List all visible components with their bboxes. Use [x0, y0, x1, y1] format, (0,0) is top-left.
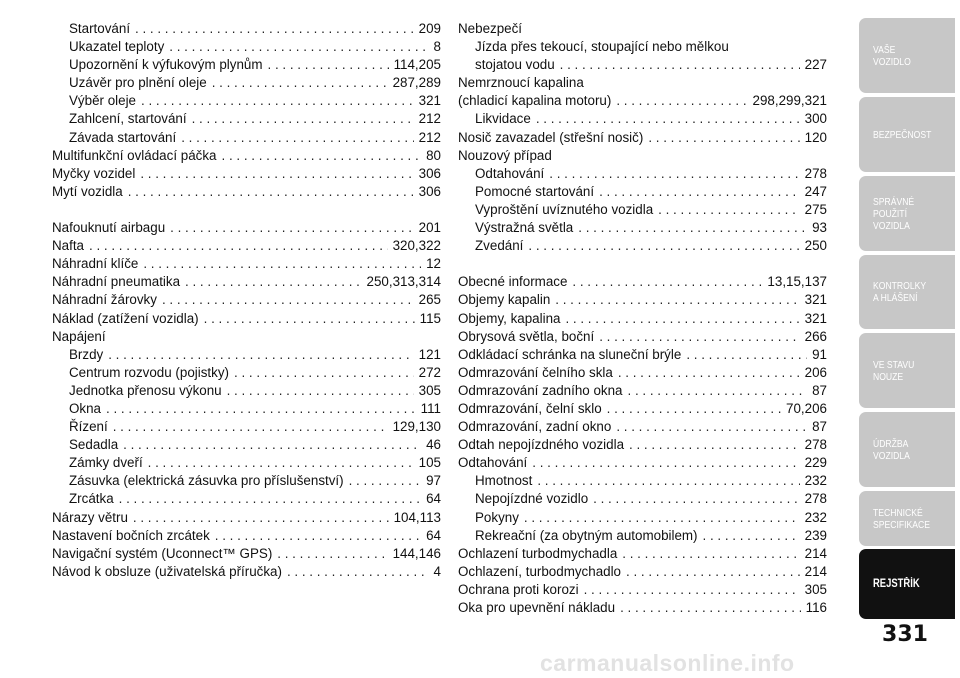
- page-reference: 305: [418, 382, 441, 398]
- dot-leader: [616, 92, 747, 110]
- page-reference: 4: [433, 563, 441, 579]
- chapter-tab[interactable]: [859, 412, 955, 487]
- dot-leader: [584, 581, 800, 599]
- dot-leader: [593, 490, 800, 508]
- index-subentry: [52, 56, 441, 74]
- entry-label: Nebezpečí: [458, 21, 523, 36]
- entry-label: Hmotnost: [475, 473, 533, 489]
- entry-label: Nouzový případ: [458, 147, 552, 163]
- page-reference: 229: [804, 455, 827, 471]
- index-entry: [52, 527, 441, 545]
- index-entry: [52, 165, 441, 183]
- index-entry: [458, 92, 827, 110]
- entry-label: Odmrazování, čelní sklo: [458, 400, 602, 416]
- entry-label: Myčky vozidel: [52, 165, 136, 181]
- index-entry: [458, 346, 827, 364]
- page-reference: 320,322: [392, 238, 441, 254]
- entry-label: Uzávěr pro plnění oleje: [69, 75, 207, 91]
- dot-leader: [212, 74, 388, 92]
- index-entry: [458, 328, 827, 346]
- entry-label: Ochlazení turbodmychadla: [458, 545, 618, 561]
- page-reference: 64: [426, 491, 441, 507]
- entry-label: Nepojízdné vozidlo: [475, 491, 589, 507]
- index-subentry: [52, 490, 441, 508]
- entry-label: Likvidace: [475, 111, 531, 127]
- page-reference: 214: [804, 563, 827, 579]
- entry-label: Zásuvka (elektrická zásuvka pro příslušenství): [69, 473, 344, 489]
- index-entry: [52, 545, 441, 563]
- page-reference: 250,313,314: [366, 274, 441, 290]
- dot-leader: [170, 219, 414, 237]
- entry-label: Vyproštění uvíznutého vozidla: [475, 201, 654, 217]
- page-reference: 305: [804, 581, 827, 597]
- entry-label: Zahlcení, startování: [69, 111, 187, 127]
- entry-label: Nafouknutí airbagu: [52, 220, 166, 236]
- page-reference: 64: [426, 527, 441, 543]
- page-reference: 87: [812, 419, 827, 435]
- dot-leader: [703, 527, 800, 545]
- page-reference: 104,113: [393, 509, 441, 525]
- index-entry: [458, 400, 827, 418]
- dot-leader: [204, 310, 415, 328]
- page-reference: 87: [812, 382, 827, 398]
- index-subentry: [52, 472, 441, 490]
- page-reference: 306: [418, 165, 441, 181]
- page-reference: 105: [418, 455, 441, 471]
- entry-label: stojatou vodu: [475, 57, 555, 73]
- entry-label: Návod k obsluze (uživatelská příručka): [52, 563, 282, 579]
- chapter-tab-label: VOZIDLO: [873, 55, 911, 68]
- dot-leader: [192, 110, 414, 128]
- index-subentry: [458, 237, 827, 255]
- page-reference: 232: [804, 473, 827, 489]
- dot-leader: [113, 418, 388, 436]
- entry-label: Brzdy: [69, 346, 104, 362]
- entry-label: Objemy, kapalina: [458, 310, 561, 326]
- index-entry: [458, 310, 827, 328]
- index-entry: [458, 20, 827, 38]
- page-reference: 116: [805, 600, 827, 615]
- dot-leader: [143, 255, 421, 273]
- page-reference: 206: [804, 364, 827, 380]
- chapter-tab-label: VE STAVU: [873, 358, 915, 371]
- entry-label: Odkládací schránka na sluneční brýle: [458, 346, 682, 362]
- chapter-tab-label: SPECIFIKACE: [873, 518, 930, 531]
- dot-leader: [572, 273, 762, 291]
- page-reference: 97: [426, 473, 441, 489]
- page-reference: 129,130: [392, 419, 441, 435]
- page-reference: 306: [418, 183, 441, 199]
- entry-label: Nárazy větru: [52, 509, 128, 525]
- watermark-text: carmanualsonline.info: [540, 650, 795, 676]
- entry-label: Navigační systém (Uconnect™ GPS): [52, 545, 273, 561]
- page-number: 331: [882, 622, 928, 647]
- chapter-tab-label: VOZIDLA: [873, 449, 910, 462]
- dot-leader: [277, 545, 387, 563]
- page-reference: 201: [418, 220, 441, 236]
- dot-leader: [133, 509, 389, 527]
- page-reference: 287,289: [392, 75, 441, 91]
- chapter-tab[interactable]: [859, 333, 955, 408]
- page-reference: 212: [418, 111, 441, 127]
- dot-leader: [618, 364, 800, 382]
- entry-label: Jízda přes tekoucí, stoupající nebo mělkou: [475, 39, 729, 55]
- index-entry: [458, 545, 827, 563]
- index-entry: [52, 328, 441, 346]
- dot-leader: [599, 328, 799, 346]
- index-subentry: [458, 38, 827, 56]
- entry-label: Oka pro upevnění nákladu: [458, 600, 616, 615]
- index-subentry: [52, 382, 441, 400]
- dot-leader: [169, 38, 428, 56]
- dot-leader: [287, 563, 429, 581]
- entry-label: Odmrazování čelního skla: [458, 364, 613, 380]
- entry-label: Ochlazení, turbodmychadlo: [458, 563, 622, 579]
- index-subentry: [458, 509, 827, 527]
- page-reference: 46: [426, 437, 441, 453]
- dot-leader: [227, 382, 414, 400]
- chapter-tab-label: BEZPEČNOST: [873, 128, 932, 141]
- page-reference: 214: [804, 545, 827, 561]
- entry-label: Napájení: [52, 328, 106, 344]
- entry-label: Náklad (zatížení vozidla): [52, 310, 199, 326]
- dot-leader: [686, 346, 807, 364]
- entry-label: Obecné informace: [458, 274, 568, 290]
- entry-label: Odmrazování zadního okna: [458, 382, 623, 398]
- page-reference: 266: [804, 328, 827, 344]
- entry-label: Odtahování: [458, 455, 528, 471]
- page-reference: 272: [418, 364, 441, 380]
- chapter-tab[interactable]: [859, 549, 955, 619]
- dot-leader: [148, 454, 414, 472]
- dot-leader: [524, 509, 800, 527]
- entry-label: Mytí vozidla: [52, 183, 123, 199]
- entry-label: Objemy kapalin: [458, 292, 551, 308]
- index-subentry: [458, 490, 827, 508]
- entry-label: Závada startování: [69, 129, 177, 145]
- chapter-tab-label: POUŽITÍ: [873, 207, 907, 220]
- index-subentry: [458, 472, 827, 490]
- chapter-tab-label: SPRÁVNÉ: [873, 195, 915, 208]
- entry-label: Multifunkční ovládací páčka: [52, 147, 217, 163]
- index-subentry: [52, 400, 441, 418]
- entry-label: Nemrznoucí kapalina: [458, 75, 584, 91]
- dot-leader: [162, 291, 414, 309]
- dot-leader: [119, 490, 421, 508]
- chapter-tab-label: VAŠE: [873, 43, 896, 56]
- chapter-tab-label: A HLÁŠENÍ: [873, 292, 918, 304]
- page-reference: 209: [418, 21, 441, 36]
- index-subentry: [52, 20, 441, 38]
- dot-leader: [222, 147, 422, 165]
- dot-leader: [620, 599, 801, 617]
- dot-leader: [607, 400, 781, 418]
- index-entry: [52, 273, 441, 291]
- entry-label: Rekreační (za obytným automobilem): [475, 527, 698, 543]
- entry-label: Zvedání: [475, 238, 524, 254]
- entry-label: Výstražná světla: [475, 220, 574, 236]
- chapter-tab-label: TECHNICKÉ: [873, 506, 923, 519]
- chapter-tab-label: ÚDRŽBA: [873, 437, 909, 450]
- dot-leader: [565, 310, 799, 328]
- entry-label: Výběr oleje: [69, 93, 136, 109]
- dot-leader: [89, 237, 388, 255]
- index-entry: [458, 599, 827, 617]
- dot-leader: [560, 56, 800, 74]
- page-reference: 250: [804, 238, 827, 254]
- index-entry: [52, 219, 441, 237]
- blank-line: [52, 201, 441, 219]
- page-reference: 93: [812, 220, 827, 236]
- dot-leader: [616, 418, 807, 436]
- entry-label: Okna: [69, 400, 102, 416]
- index-entry: [458, 418, 827, 436]
- index-subentry: [52, 364, 441, 382]
- entry-label: Odtahování: [475, 165, 545, 181]
- index-entry: [458, 129, 827, 147]
- page-reference: 212: [418, 129, 441, 145]
- entry-label: Obrysová světla, boční: [458, 328, 595, 344]
- index-column-left: [52, 20, 441, 581]
- entry-label: Sedadla: [69, 437, 119, 453]
- entry-label: Náhradní žárovky: [52, 292, 157, 308]
- index-column-right: [458, 20, 827, 617]
- index-subentry: [458, 219, 827, 237]
- index-entry: [458, 454, 827, 472]
- dot-leader: [532, 454, 799, 472]
- page-reference: 13,15,137: [767, 274, 827, 290]
- index-subentry: [458, 110, 827, 128]
- dot-leader: [268, 56, 389, 74]
- index-entry: [458, 147, 827, 165]
- entry-label: Pomocné startování: [475, 183, 595, 199]
- dot-leader: [648, 129, 799, 147]
- page-reference: 121: [418, 346, 441, 362]
- index-entry: [52, 291, 441, 309]
- index-entry: [458, 382, 827, 400]
- blank-line: [458, 255, 827, 273]
- index-entry: [458, 273, 827, 291]
- chapter-tab[interactable]: [859, 255, 955, 329]
- index-subentry: [52, 129, 441, 147]
- entry-label: Jednotka přenosu výkonu: [69, 382, 222, 398]
- index-entry: [458, 563, 827, 581]
- entry-label: Zámky dveří: [69, 455, 143, 471]
- chapter-tabs-sidebar: [855, 0, 960, 678]
- dot-leader: [536, 110, 800, 128]
- page-reference: 120: [804, 129, 827, 145]
- page-reference: 275: [804, 201, 827, 217]
- dot-leader: [234, 364, 414, 382]
- chapter-tab-label: VOZIDLA: [873, 219, 910, 232]
- index-entry: [52, 509, 441, 527]
- entry-label: Náhradní pneumatika: [52, 274, 181, 290]
- chapter-tab-label: KONTROLKY: [873, 280, 927, 292]
- entry-label: Ochrana proti korozi: [458, 581, 579, 597]
- dot-leader: [106, 400, 416, 418]
- page-reference: 227: [804, 57, 827, 73]
- page-reference: 298,299,321: [752, 93, 827, 109]
- index-subentry: [52, 92, 441, 110]
- dot-leader: [658, 201, 800, 219]
- entry-label: Upozornění k výfukovým plynům: [69, 57, 263, 73]
- dot-leader: [181, 129, 413, 147]
- page-reference: 278: [804, 437, 827, 453]
- index-subentry: [458, 165, 827, 183]
- chapter-tab[interactable]: [859, 491, 955, 546]
- entry-label: Nastavení bočních zrcátek: [52, 527, 210, 543]
- dot-leader: [537, 472, 799, 490]
- index-subentry: [52, 74, 441, 92]
- entry-label: Pokyny: [475, 509, 519, 525]
- entry-label: Nosič zavazadel (střešní nosič): [458, 129, 644, 145]
- index-subentry: [52, 38, 441, 56]
- dot-leader: [599, 183, 800, 201]
- index-subentry: [458, 201, 827, 219]
- dot-leader: [185, 273, 361, 291]
- index-entry: [52, 255, 441, 273]
- chapter-tab-label: NOUZE: [873, 370, 904, 383]
- page-reference: 12: [426, 256, 441, 272]
- index-subentry: [52, 418, 441, 436]
- index-subentry: [458, 183, 827, 201]
- page-reference: 247: [804, 183, 827, 199]
- dot-leader: [349, 472, 421, 490]
- index-entry: [458, 581, 827, 599]
- entry-label: Ukazatel teploty: [69, 39, 165, 55]
- page-reference: 239: [804, 527, 827, 543]
- page-reference: 300: [804, 111, 827, 127]
- chapter-tab[interactable]: [859, 18, 955, 93]
- entry-label: Zrcátka: [69, 491, 114, 507]
- entry-label: Startování: [69, 21, 131, 36]
- page-reference: 80: [426, 147, 441, 163]
- dot-leader: [626, 563, 800, 581]
- index-entry: [458, 436, 827, 454]
- index-entry: [458, 291, 827, 309]
- entry-label: Nafta: [52, 238, 85, 254]
- page-reference: 70,206: [786, 400, 827, 416]
- index-entry: [458, 74, 827, 92]
- entry-label: Odtah nepojízdného vozidla: [458, 437, 625, 453]
- index-entry: [52, 310, 441, 328]
- index-subentry: [52, 110, 441, 128]
- page-reference: 114,205: [393, 57, 441, 73]
- index-subentry: [52, 346, 441, 364]
- page-reference: 144,146: [392, 545, 441, 561]
- page-reference: 265: [418, 292, 441, 308]
- index-entry: [52, 147, 441, 165]
- dot-leader: [215, 527, 421, 545]
- entry-label: (chladicí kapalina motoru): [458, 93, 612, 109]
- page-reference: 91: [812, 346, 827, 362]
- page-reference: 278: [804, 165, 827, 181]
- page-reference: 278: [804, 491, 827, 507]
- index-entry: [52, 563, 441, 581]
- dot-leader: [628, 382, 808, 400]
- entry-label: Centrum rozvodu (pojistky): [69, 364, 229, 380]
- chapter-tab[interactable]: [859, 97, 955, 172]
- page-reference: 321: [418, 93, 441, 109]
- dot-leader: [555, 291, 799, 309]
- index-entry: [52, 237, 441, 255]
- entry-label: Řízení: [69, 419, 108, 435]
- dot-leader: [140, 165, 413, 183]
- dot-leader: [629, 436, 800, 454]
- index-subentry: [458, 527, 827, 545]
- chapter-tab-label: REJSTŘÍK: [873, 578, 920, 590]
- entry-label: Náhradní klíče: [52, 256, 139, 272]
- index-subentry: [52, 436, 441, 454]
- page-reference: 232: [804, 509, 827, 525]
- page-reference: 111: [420, 400, 441, 416]
- page-reference: 8: [433, 39, 441, 55]
- page-reference: 321: [804, 310, 827, 326]
- page-reference: 115: [419, 310, 441, 326]
- entry-label: Odmrazování, zadní okno: [458, 419, 612, 435]
- dot-leader: [128, 183, 414, 201]
- dot-leader: [622, 545, 799, 563]
- index-entry: [458, 364, 827, 382]
- page-reference: 321: [804, 292, 827, 308]
- dot-leader: [549, 165, 799, 183]
- index-entry: [52, 183, 441, 201]
- dot-leader: [123, 436, 421, 454]
- dot-leader: [578, 219, 807, 237]
- dot-leader: [528, 237, 799, 255]
- index-subentry: [52, 454, 441, 472]
- dot-leader: [141, 92, 414, 110]
- index-subentry: [458, 56, 827, 74]
- dot-leader: [108, 346, 413, 364]
- dot-leader: [135, 20, 414, 38]
- chapter-tab[interactable]: [859, 176, 955, 251]
